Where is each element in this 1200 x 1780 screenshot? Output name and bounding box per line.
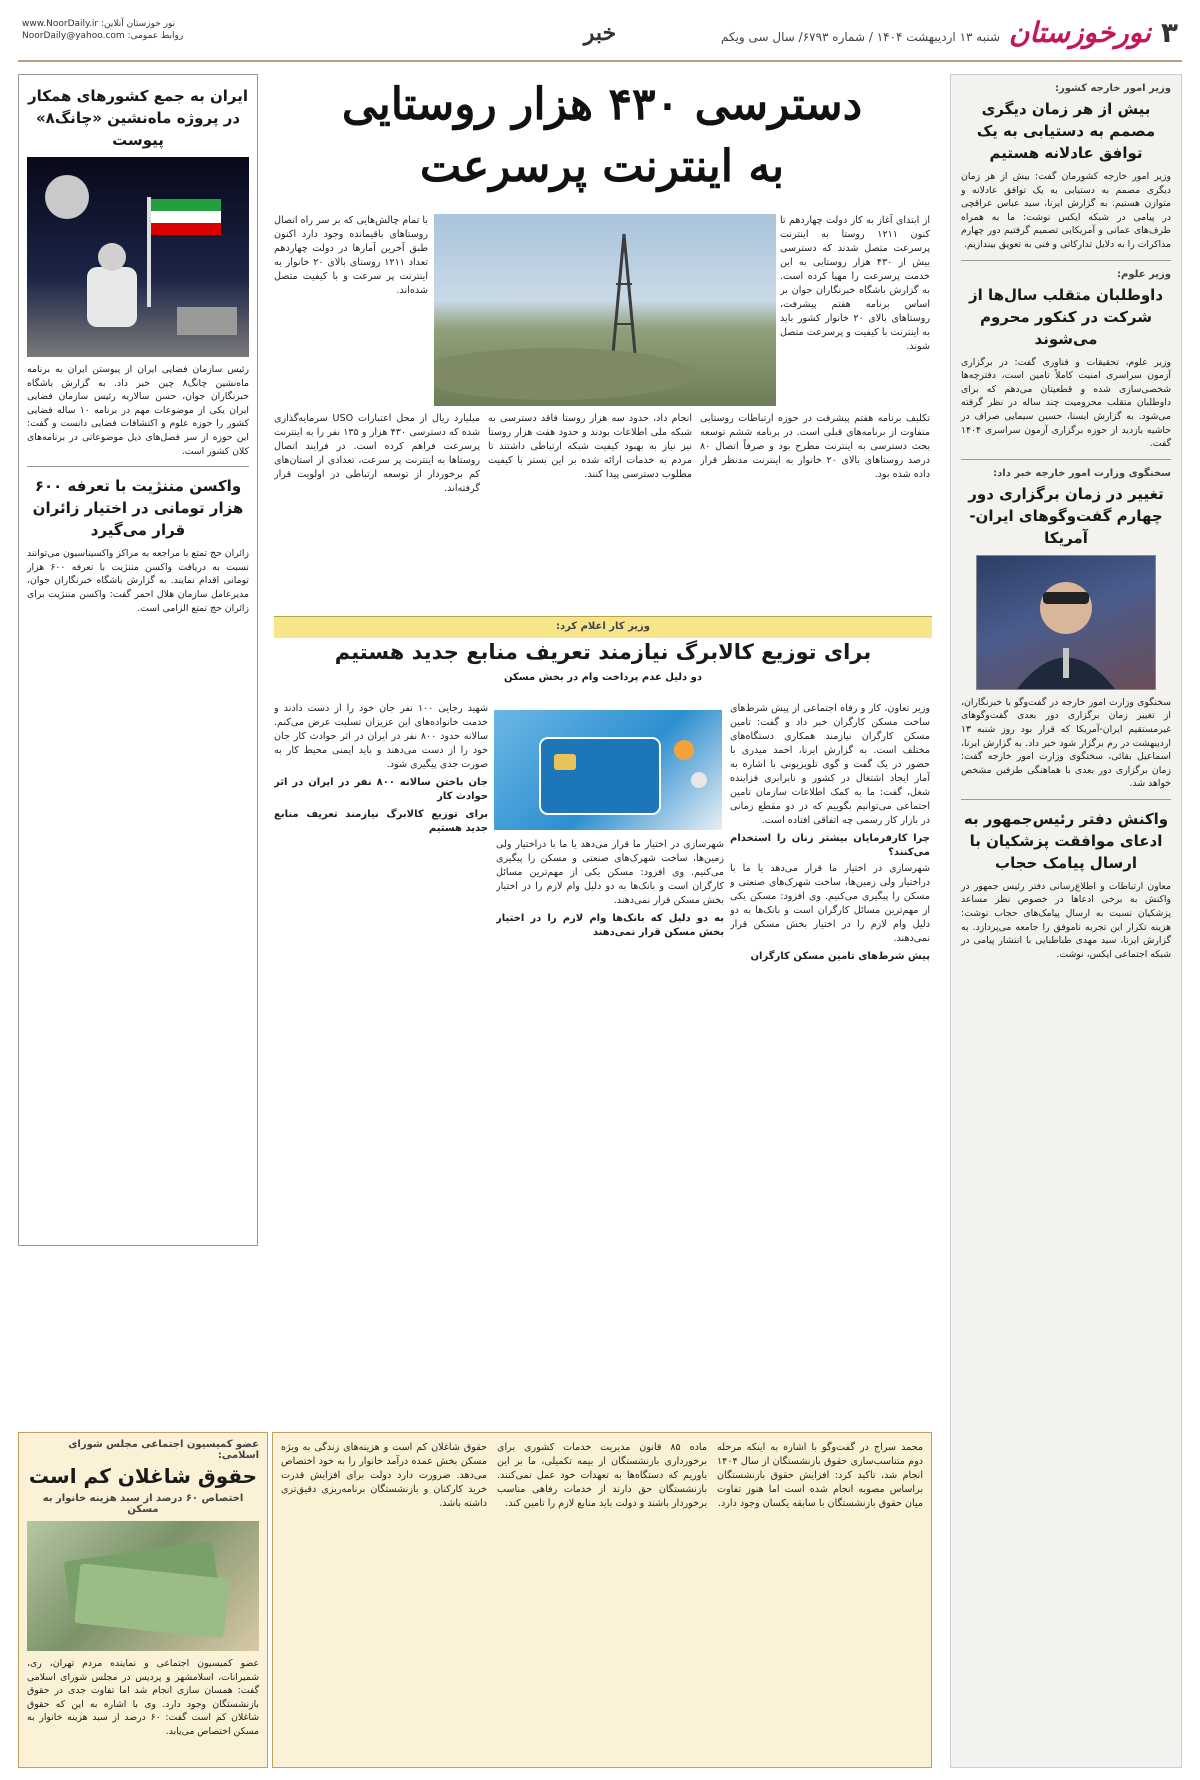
divider (961, 459, 1171, 460)
divider (27, 466, 249, 467)
moon-lander-photo (27, 157, 249, 357)
newspaper-page (18, 12, 1182, 1768)
headline-line-2: به اینترنت پرسرعت (419, 141, 785, 192)
wage-title[interactable]: برای توزیع کالابرگ نیازمند تعریف منابع جدید هستیم (334, 640, 872, 664)
vaccine-news-text: زائران حج تمتع با مراجعه به مراکز واکسیناسیون می‌توانند نسبت به دریافت واکسن مننژیت با تعرفه ۶۰۰ هزار تومانی اقدام نمایند. به گزارش باشگاه خبرنگاران جوان، مدیرعامل سازمان هلال احمر گفت: واکسن مننژیت برای زائران حج تمتع الزامی است. (27, 548, 249, 614)
wage-subtitle: دو دلیل عدم پرداخت وام در بخش مسکن (503, 672, 703, 683)
salary-article-lead (18, 1432, 268, 1768)
masthead (18, 12, 1182, 62)
divider (961, 260, 1171, 261)
sidebar-kicker-2: وزیر علوم: (1117, 268, 1171, 280)
salary-column-a: محمد سراج در گفت‌وگو با اشاره به اینکه مرحله دوم متناسب‌سازی حقوق بازنشستگان از سال ۱۴۰۴ انجام شد، تاکید کرد: افزایش حقوق بازنشستگان براساس مصوبه انجام شده است اما هنوز تفاوت میان حقوق بازنشستگان با سابقه یکسان وجود دارد. (717, 1442, 923, 1509)
salary-article-body (272, 1432, 932, 1768)
space-news-title[interactable]: ایران به جمع کشورهای همکار در پروژه ماه‌نشین «چانگ۸» پیوست (27, 87, 249, 149)
space-news-column (18, 74, 258, 1246)
headline-line-1: دسترسی ۴۳۰ هزار روستایی (341, 79, 863, 130)
wage-text-a-repeat: شهرسازی در اختیار ما قرار می‌دهد یا ما با دراختیار ولی زمین‌ها، ساخت شهرک‌های صنعتی و مسکن را پیگیری می‌کنیم. وی افزود: مسکن یکی از مهم‌ترین مسائل کارگران است و بانک‌ها به دو دلیل وام لازم را در اختیار بخش مسکن قرار نمی‌دهند. (730, 863, 930, 944)
telecom-tower-photo (434, 214, 776, 406)
wage-subhead-5: برای توزیع کالابرگ نیازمند تعریف منابع جدید هستیم (274, 809, 488, 834)
wage-text-a: وزیر تعاون، کار و رفاه اجتماعی از پیش شرط‌های ساخت مسکن کارگران خبر داد و گفت: تامین مسکن کارگران نیازمند همکاری دستگاه‌های مختلف است. به گزارش ایرنا، احمد میدری با حضور در یک گفت و گوی تلویزیونی با اشاره به آمار ایجاد اشتغال در کشور و نابرابری فزاینده شغل، گفت: ما به کمک اطلاعات سازمان تامین اجتماعی می‌توانیم بگوییم که در دو مقطع زمانی در بازار کار رسمی چه اتفاقی افتاده است. (730, 703, 930, 826)
sidebar-title-3[interactable]: تغییر در زمان برگزاری دور چهارم گفت‌وگوهای ایران-آمریکا (968, 484, 1164, 547)
astronaut-flag-icon (27, 157, 249, 357)
issue-date: شنبه ۱۳ اردیبهشت ۱۴۰۴ / شماره ۶۷۹۳/ سال سی ویکم (720, 30, 1000, 44)
main-headline[interactable] (272, 74, 932, 198)
wage-subhead-3: به دو دلیل که بانک‌ها وام لازم را در اختیار بخش مسکن قرار نمی‌دهند (496, 913, 724, 938)
salary-title[interactable]: حقوق شاغلان کم است (28, 1464, 258, 1488)
newspaper-logo[interactable]: نورخوزستان (1008, 16, 1151, 49)
kicker-bar (274, 616, 932, 638)
sidebar-text-3: سخنگوی وزارت امور خارجه در گفت‌وگو با خبرنگاران، از تغییر زمان برگزاری دور بعدی گفت‌وگوهای غیرمستقیم ایران-آمریکا که قرار بود روز شنبه ۱۳ اردیبهشت در رم برگزار شود خبر داد. به گزارش ایرنا، اسماعیل بقائی، سخنگوی وزارت امور خارجه گفت: زمان برگزاری دور بعدی با هماهنگی طرفین مشخص خواهد شد. (961, 696, 1171, 790)
vaccine-news-title[interactable]: واکسن مننژیت با تعرفه ۶۰۰ هزار تومانی در اختیار زائران قرار می‌گیرد (32, 477, 244, 540)
wage-column-c (274, 702, 488, 1424)
wage-subhead-1: چرا کارفرمایان بیشتر زنان را استخدام می‌کنند؟ (730, 833, 930, 858)
sidebar-title-2[interactable]: داوطلبان متقلب سال‌ها از شرکت در کنکور محروم می‌شوند (968, 285, 1164, 348)
wage-subhead-2: پیش شرط‌های تامین مسکن کارگران (750, 951, 930, 962)
person-portrait-icon (977, 556, 1155, 689)
salary-lead-text: عضو کمیسیون اجتماعی و نماینده مردم تهران، ری، شمیرانات، اسلامشهر و پردیس در مجلس شورای اسلامی گفت: همسان سازی انجام شد اما تفاوت جدی در حقوق بازنشستگان وجود دارد. وی با اشاره به این که حقوق شاغلان کم است گفت: ۶۰ درصد از سبد هزینه خانوار به مسکن اختصاص می‌یابد. (27, 1658, 260, 1737)
spokesman-photo (976, 555, 1156, 690)
wage-subhead-4: جان باختن سالانه ۸۰۰ نفر در ایران در اثر حوادث کار (274, 777, 488, 802)
card-icon (494, 710, 722, 830)
sidebar-kicker-1: وزیر امور خارجه کشور: (1054, 83, 1171, 94)
kalabarg-card-photo (494, 710, 722, 830)
money-photo (27, 1521, 259, 1651)
wage-column-b (496, 838, 724, 1424)
sidebar-text-1: وزیر امور خارجه کشورمان گفت: بیش از هر زمان دیگری مصمم به دستیابی به یک توافق عادلانه و متوازن هستیم. به گزارش ایرنا، سید عباس عراقچی در پیامی در شبکه ایکس نوشت: ما به همراه طرف‌های عمانی و آمریکایی تصمیم گرفتیم دور چهارم مذاکرات را به دلایل تدارکاتی و فنی به تعویق بیندازیم. (961, 171, 1171, 250)
website-link[interactable]: www.NoorDaily.ir :نور خوزستان آنلاین (22, 19, 176, 29)
sidebar-title-4[interactable]: واکنش دفتر رئیس‌جمهور به ادعای موافقت پزشکیان با ارسال پیامک حجاب (963, 809, 1169, 872)
salary-column-c: حقوق شاغلان کم است و هزینه‌های زندگی به ویژه مسکن بخش عمده درآمد خانوار را به خود اختصاص می‌دهد. ضرورت دارد دولت برای افزایش قدرت خرید کارکنان و بازنشستگان برنامه‌ریزی دقیق‌تری داشته باشد. (281, 1442, 487, 1509)
sidebar-title-1[interactable]: بیش از هر زمان دیگری مصمم به دستیابی به یک توافق عادلانه هستیم (976, 100, 1156, 162)
salary-subtitle: اختصاص ۶۰ درصد از سبد هزینه خانوار به مسکن (42, 1493, 244, 1515)
wage-text-c: شهید رجایی ۱۰۰ نفر جان خود را از دست دادند و خدمت خانواده‌های این عزیزان تسلیت عرض می‌کنم. سالانه حدود ۸۰۰ نفر در ایران در اثر حوادث کار جان خود را از دست می‌دهند و باید ایمنی محیط کار به صورت جدی پیگیری شود. (274, 703, 488, 770)
page-number: ۳ (1160, 16, 1178, 49)
section-name: خبر (583, 20, 617, 46)
article-column-2: با تمام چالش‌هایی که بر سر راه اتصال روستاهای باقیمانده وجود دارد اکنون طبق آخرین آمارها در دولت چهاردهم تعداد ۱۲۱۱ روستای بالای ۲۰ خانوار به اینترنت پر سرعت و با کیفیت متصل شده‌اند. (274, 215, 428, 296)
article-column-3: تکلیف برنامه هفتم پیشرفت در حوزه ارتباطات روستایی متفاوت از برنامه‌های قبلی است. در برنامه ششم توسعه بحث دسترسی به اینترنت مطرح بود و صرفاً اتصال ۸۰ درصد روستاهای بالای ۲۰ خانوار به اینترنت مدنظر قرار داده شده بود. (700, 413, 930, 480)
masthead-contact (22, 18, 183, 42)
article-column-4: انجام داد، حدود سه هزار روستا فاقد دسترسی به شبکه ملی اطلاعات بودند و حدود هفت هزار روستا نیز نیاز به بهبود کیفیت شبکه ارتباطی داشتند تا مردم به خدمات ارائه شده بر این بستر با کیفیت مطلوب دسترسی پیدا کنند. (488, 413, 692, 480)
wage-column-a (730, 702, 930, 1424)
article-column-1: از ابتدای آغاز به کار دولت چهاردهم تا کنون ۱۲۱۱ روستا به اینترنت پرسرعت متصل شدند که دسترسی بیش از ۴۳۰ هزار روستایی به این خدمت پرسرعت را مهیا کرده است. به گزارش باشگاه خبرنگاران جوان بر اساس برنامه هفتم پیشرفت، روستاهای بالای ۲۰ خانوار کشور باید به اینترنت با کیفیت و پرسرعت متصل شوند. (780, 215, 930, 352)
article-column-5: میلیارد ریال از محل اعتبارات USO سرمایه‌گذاری شده که دسترسی ۴۳۰ هزار و ۱۳۵ نفر را به اینترنت پرسرعت فراهم کرده است. در فرایند اتصال روستاها به اینترنت پر سرعت، تعدادی از استان‌های کم برخوردار از توسعه ارتباطی در اولویت قرار گرفته‌اند. (274, 413, 480, 494)
wage-kicker: وزیر کار اعلام کرد: (555, 621, 651, 632)
banknotes-icon (27, 1521, 259, 1651)
sidebar (950, 74, 1182, 1768)
wage-text-b: شهرسازی در اختیار ما قرار می‌دهد یا ما با دراختیار ولی زمین‌ها، ساخت شهرک‌های صنعتی و مسکن را پیگیری می‌کنیم. وی افزود: مسکن یکی از مهم‌ترین مسائل کارگران است و بانک‌ها به دو دلیل وام لازم را در اختیار بخش مسکن قرار نمی‌دهند. (496, 839, 724, 906)
sidebar-text-4: معاون ارتباطات و اطلاع‌رسانی دفتر رئیس جمهور در واکنش به برخی ادعاها در خصوص نظر مساعد پزشکیان نسبت به ارسال پیامک‌های حجاب نوشت: هزینه تکرار این تجربه ناموفق را جامعه می‌پردازد. به گزارش ایرنا، سید مهدی طباطبایی با انتشار پیامی در شبکه اجتماعی ایکس، نوشت. (961, 880, 1171, 960)
tower-icon (434, 214, 776, 406)
divider (961, 799, 1171, 800)
salary-column-b: ماده ۸۵ قانون مدیریت خدمات کشوری برای برخورداری بازنشستگان از بیمه تکمیلی، ما بر این باوریم که دستگاه‌ها به تعهدات خود عمل نمی‌کنند. بازنشستگان حق دارند از خدمات رفاهی مناسب برخوردار باشند و دولت باید منابع لازم را تامین کند. (497, 1442, 707, 1509)
sidebar-text-2: وزیر علوم، تحقیقات و فناوری گفت: در برگزاری آزمون سراسری امنیت کاملاً تامین است، دفترچه‌ها شخصی‌سازی شده و قطعیتان می‌دهم که برای داوطلبان متقلب محرومیت چند ساله در نظر گرفته می‌شود. به گزارش ایسنا، حسین سیمایی صراف در حاشیه بازدید از حوزه برگزاری آزمون سراسری ۱۴۰۴ گفت. (961, 356, 1171, 450)
salary-kicker: عضو کمیسیون اجتماعی مجلس شورای اسلامی: (68, 1439, 259, 1461)
space-news-text: رئیس سازمان فضایی ایران از پیوستن ایران به برنامه ماه‌نشین چانگ۸ چین خبر داد. به گزارش باشگاه خبرنگاران جوان، حسن سالاریه رئیس سازمان فضایی ایران یکی از موضوعات مهم در برنامه ۱۰ ساله فضایی کشور را حوزه علوم و اکتشافات فضایی دانست و گفت: این حوزه از سر فصل‌های ذیل موضوعاتی در برنامه‌های کلان کشور است. (27, 364, 249, 457)
email-link[interactable]: NoorDaily@yahoo.com :روابط عمومی (22, 31, 184, 41)
sidebar-kicker-3: سخنگوی وزارت امور خارجه خبر داد: (993, 467, 1171, 479)
